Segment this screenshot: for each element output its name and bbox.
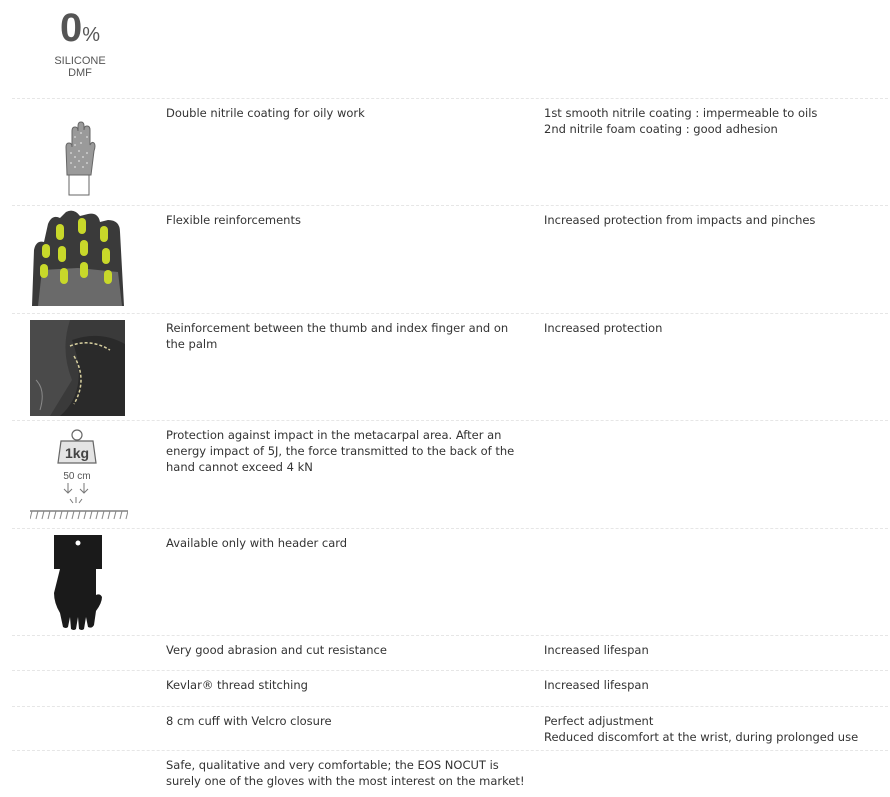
benefit-list	[544, 642, 884, 658]
feature-row	[12, 528, 888, 636]
badge-number: 0	[59, 6, 83, 50]
feature-text: Very good abrasion and cut resistance	[166, 643, 387, 657]
benefit-text: Increased protection	[544, 321, 663, 335]
benefit-list	[544, 212, 884, 228]
benefit-text: 2nd nitrile foam coating : good adhesion	[544, 122, 778, 136]
feature-row	[12, 670, 888, 707]
feature-text: Flexible reinforcements	[166, 213, 301, 227]
feature-text: 8 cm cuff with Velcro closure	[166, 714, 332, 728]
feature-row	[12, 420, 888, 529]
zero-silicone-icon	[50, 8, 110, 79]
height-label: 50 cm	[63, 471, 91, 482]
benefit-list	[544, 105, 884, 137]
benefit-text: Increased lifespan	[544, 643, 649, 657]
feature-text: Double nitrile coating for oily work	[166, 106, 365, 120]
benefit-text: 1st smooth nitrile coating : impermeable to oils	[544, 106, 818, 120]
glove-reinforcements-photo	[28, 210, 148, 306]
feature-text: Protection against impact in the metacarpal area. After an energy impact of 5J, the force transmitted to the back of the hand cannot exceed 4 kN	[166, 428, 515, 474]
feature-text: Kevlar® thread stitching	[166, 678, 308, 692]
badge-percent: %	[82, 24, 101, 46]
feature-text: Safe, qualitative and very comfortable; the EOS NOCUT is surely one of the gloves with the most interest on the market!	[166, 758, 525, 788]
benefit-text: Increased lifespan	[544, 678, 649, 692]
impact-test-icon	[30, 427, 150, 525]
feature-row	[12, 635, 888, 671]
benefit-text: Reduced discomfort at the wrist, during prolonged use	[544, 730, 859, 744]
feature-text: Available only with header card	[166, 536, 348, 550]
weight-label: 1kg	[64, 445, 90, 461]
benefit-list	[544, 320, 884, 336]
benefit-text: Perfect adjustment	[544, 714, 654, 728]
nitrile-coated-glove-icon	[62, 121, 182, 199]
feature-text: Reinforcement between the thumb and index finger and on the palm	[166, 321, 509, 351]
benefit-list	[544, 677, 884, 693]
feature-row	[12, 98, 888, 206]
feature-row	[12, 205, 888, 314]
badge-row	[12, 0, 888, 98]
feature-row	[12, 750, 888, 797]
badge-line2: DMF	[68, 67, 92, 79]
benefit-text: Increased protection from impacts and pinches	[544, 213, 816, 227]
feature-row	[12, 706, 888, 751]
benefit-list	[544, 713, 884, 745]
header-card-icon	[52, 533, 172, 631]
feature-row	[12, 313, 888, 421]
thumb-index-reinforcement-photo	[30, 320, 150, 416]
badge-line1: SILICONE	[54, 55, 106, 67]
